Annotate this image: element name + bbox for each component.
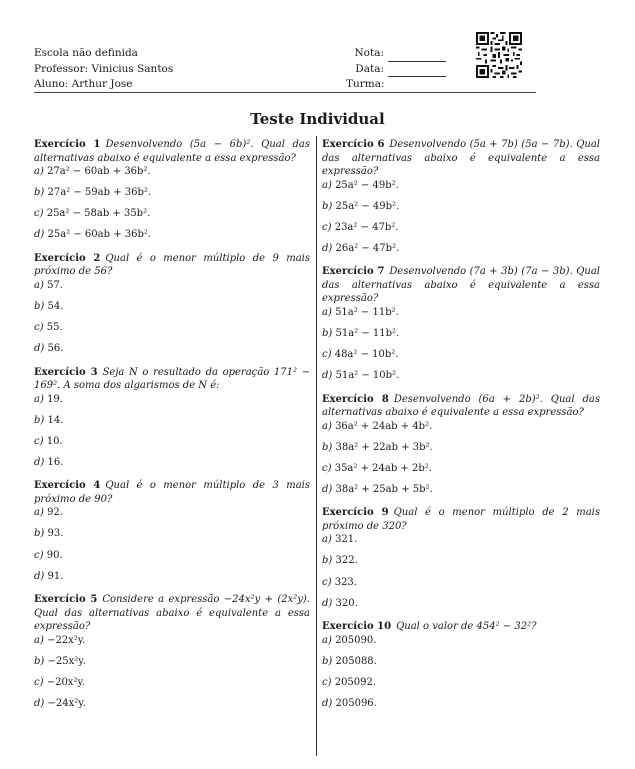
option-letter: c)	[322, 576, 332, 588]
option-value: 55.	[46, 321, 63, 333]
answer-option[interactable]	[322, 441, 600, 455]
option-value: 322.	[335, 555, 358, 567]
option-value: 38a² + 25ab + 5b².	[335, 483, 433, 495]
option-value: 320.	[335, 597, 358, 609]
option-letter: a)	[34, 634, 44, 646]
option-letter: d)	[34, 229, 45, 241]
grade-label: Nota:	[354, 47, 384, 59]
option-value: 90.	[46, 549, 63, 561]
option-value: 91.	[47, 570, 64, 582]
option-letter: d)	[34, 343, 45, 355]
exercise-question: Desenvolvendo (5a + 7b) (5a − 7b). Qual das alternativas abaixo é equivalente a essa expressão?	[322, 139, 600, 177]
answer-option[interactable]	[322, 462, 600, 476]
answer-option[interactable]	[34, 165, 310, 179]
exercise-label: Exercício 1	[34, 139, 101, 150]
option-value: −24x²y.	[47, 697, 86, 709]
option-letter: c)	[34, 321, 44, 333]
answer-option[interactable]	[34, 228, 310, 242]
answer-option[interactable]	[322, 369, 600, 383]
exercise-question: Qual é o menor múltiplo de 9 mais próximo de 56?	[34, 252, 311, 278]
option-letter: c)	[322, 676, 332, 688]
answer-option[interactable]	[322, 179, 600, 193]
option-letter: a)	[34, 507, 44, 519]
answer-option[interactable]	[34, 697, 310, 711]
option-letter: a)	[34, 166, 44, 177]
option-value: 93.	[47, 528, 64, 540]
option-value: 51a² − 11b².	[335, 306, 399, 318]
option-letter: c)	[34, 549, 44, 561]
option-value: 38a² + 22ab + 3b².	[335, 441, 433, 453]
exercise-3	[34, 366, 310, 470]
answer-option[interactable]	[322, 576, 600, 590]
option-letter: b)	[322, 655, 333, 667]
option-letter: a)	[322, 306, 332, 318]
answer-option[interactable]	[322, 676, 600, 690]
page-title: Teste Individual	[250, 110, 385, 128]
answer-option[interactable]	[322, 634, 600, 648]
answer-option[interactable]	[34, 321, 310, 335]
answer-option[interactable]	[322, 655, 600, 669]
option-value: 16.	[47, 456, 64, 468]
option-value: 54.	[47, 300, 64, 312]
exercise-question: Qual é o menor múltiplo de 3 mais próximo de 90?	[34, 480, 311, 505]
answer-option[interactable]	[34, 207, 310, 221]
exercise-statement	[322, 620, 600, 634]
date-blank[interactable]	[388, 65, 446, 77]
option-letter: a)	[34, 393, 44, 405]
exercise-label: Exercício 2	[34, 252, 101, 264]
exercise-label: Exercício 4	[34, 480, 101, 492]
answer-option[interactable]	[34, 414, 310, 428]
exercise-label: Exercício 6	[322, 139, 385, 150]
exercise-2	[34, 252, 310, 356]
exercise-4	[34, 479, 310, 583]
option-letter: b)	[322, 200, 333, 212]
option-value: 25a² − 60ab + 36b².	[47, 229, 152, 241]
answer-option[interactable]	[34, 549, 310, 563]
option-value: 27a² − 60ab + 36b².	[47, 166, 151, 177]
answer-option[interactable]	[322, 483, 600, 497]
answer-option[interactable]	[322, 221, 600, 235]
answer-option[interactable]	[322, 697, 600, 711]
answer-option[interactable]	[34, 300, 310, 314]
option-letter: d)	[322, 597, 333, 609]
option-letter: b)	[34, 187, 45, 199]
option-letter: a)	[34, 279, 44, 291]
option-value: 51a² − 11b².	[335, 327, 400, 339]
column-divider	[316, 136, 317, 756]
answer-option[interactable]	[34, 570, 310, 584]
student-name: Aluno: Arthur Jose	[34, 78, 133, 90]
option-value: −22x²y.	[47, 634, 86, 646]
answer-option[interactable]	[34, 676, 310, 690]
exercise-statement	[34, 138, 310, 165]
option-value: 56.	[47, 343, 64, 355]
exercise-question: Qual o valor de 454² − 32²?	[396, 621, 537, 633]
header-student-info	[34, 46, 173, 93]
answer-option[interactable]	[322, 306, 600, 320]
school-name: Escola não definida	[34, 47, 138, 59]
option-letter: d)	[322, 483, 333, 495]
option-value: 205096.	[335, 697, 377, 709]
option-letter: b)	[322, 441, 333, 453]
grade-blank[interactable]	[388, 50, 446, 62]
option-letter: b)	[322, 555, 333, 567]
teacher-name: Professor: Vinicius Santos	[34, 62, 174, 75]
date-label: Data:	[355, 62, 384, 75]
option-letter: c)	[34, 676, 44, 688]
option-value: 205088.	[335, 655, 377, 667]
answer-option[interactable]	[322, 420, 600, 434]
option-value: 10.	[46, 435, 63, 447]
answer-option[interactable]	[34, 506, 310, 520]
option-value: 205092.	[334, 676, 377, 688]
exercise-question: Seja N o resultado da operação 171² − 169². A soma dos algarismos de N é:	[34, 366, 310, 392]
option-value: 25a² − 58ab + 35b².	[46, 208, 151, 220]
option-letter: c)	[322, 221, 332, 233]
option-letter: c)	[34, 435, 44, 447]
option-value: 51a² − 10b².	[335, 370, 400, 382]
option-letter: c)	[34, 208, 44, 220]
exercise-6	[322, 138, 600, 255]
option-value: 36a² + 24ab + 4b².	[335, 420, 433, 432]
option-letter: a)	[322, 634, 332, 646]
date-row	[346, 62, 446, 78]
exercise-statement	[322, 138, 600, 179]
option-letter: d)	[34, 697, 45, 709]
option-letter: b)	[322, 327, 333, 339]
option-letter: c)	[322, 462, 332, 474]
option-value: 26a² − 47b².	[335, 242, 400, 254]
option-value: 14.	[47, 414, 64, 426]
exercise-statement	[34, 479, 310, 506]
option-value: 27a² − 59ab + 36b².	[47, 187, 152, 199]
option-letter: a)	[322, 179, 332, 191]
exercise-label: Exercício 10	[322, 621, 392, 633]
exercise-statement	[322, 265, 600, 306]
option-value: 25a² − 49b².	[335, 200, 400, 212]
option-value: 205090.	[335, 634, 377, 646]
option-letter: d)	[34, 570, 45, 582]
exercise-label: Exercício 9	[322, 507, 389, 519]
answer-option[interactable]	[34, 527, 310, 541]
exercise-question: Desenvolvendo (5a − 6b)². Qual das alternativas abaixo é equivalente a essa expressão?	[34, 139, 310, 164]
option-value: −25x²y.	[47, 655, 86, 667]
option-letter: b)	[34, 655, 45, 667]
option-letter: b)	[34, 414, 45, 426]
answer-option[interactable]	[322, 200, 600, 214]
exercise-5	[34, 593, 310, 710]
exercise-10	[322, 620, 600, 710]
exercise-8	[322, 393, 600, 497]
option-letter: a)	[322, 534, 332, 546]
answer-option[interactable]	[34, 279, 310, 293]
exercise-label: Exercício 5	[34, 594, 98, 606]
class-row	[346, 77, 446, 93]
grade-row	[346, 46, 446, 62]
exercise-label: Exercício 7	[322, 266, 385, 278]
answer-option[interactable]	[322, 348, 600, 362]
option-value: 92.	[47, 507, 63, 519]
exercise-question: Considere a expressão −24x²y + (2x²y). Qual das alternativas abaixo é equivalente a essa expressão?	[34, 594, 310, 633]
answer-option[interactable]	[34, 456, 310, 470]
exercise-question: Desenvolvendo (7a + 3b) (7a − 3b). Qual das alternativas abaixo é equivalente a essa expressão?	[322, 266, 600, 305]
option-value: 323.	[334, 576, 357, 588]
option-letter: d)	[34, 456, 45, 468]
answer-option[interactable]	[322, 242, 600, 256]
answer-option[interactable]	[322, 597, 600, 611]
class-label: Turma:	[346, 78, 385, 90]
option-value: 19.	[47, 393, 63, 405]
option-letter: d)	[322, 697, 333, 709]
exercise-label: Exercício 3	[34, 366, 98, 378]
option-letter: a)	[322, 420, 332, 432]
answer-option[interactable]	[34, 655, 310, 669]
exercise-statement	[34, 252, 310, 279]
answer-option[interactable]	[322, 327, 600, 341]
answer-option[interactable]	[34, 186, 310, 200]
option-letter: d)	[322, 370, 333, 382]
exercise-statement	[34, 366, 310, 393]
exercise-statement	[34, 593, 310, 634]
header-divider	[34, 92, 536, 93]
header-fields	[346, 46, 446, 93]
left-column	[34, 138, 310, 720]
exercise-question: Qual é o menor múltiplo de 2 mais próximo de 320?	[322, 507, 601, 532]
answer-option[interactable]	[322, 533, 600, 547]
option-value: −20x²y.	[46, 676, 85, 688]
option-value: 321.	[335, 534, 358, 546]
option-value: 48a² − 10b².	[334, 348, 399, 360]
exercise-1	[34, 138, 310, 242]
option-letter: d)	[322, 242, 333, 254]
option-value: 25a² − 49b².	[335, 179, 399, 191]
option-value: 57.	[47, 279, 63, 291]
option-letter: c)	[322, 348, 332, 360]
exercise-9	[322, 506, 600, 610]
answer-option[interactable]	[34, 393, 310, 407]
option-letter: b)	[34, 300, 45, 312]
answer-option[interactable]	[34, 342, 310, 356]
exercise-statement	[322, 506, 600, 533]
option-value: 35a² + 24ab + 2b².	[334, 462, 432, 474]
option-value: 23a² − 47b².	[334, 221, 399, 233]
answer-option[interactable]	[34, 634, 310, 648]
answer-option[interactable]	[322, 554, 600, 568]
exercise-7	[322, 265, 600, 382]
answer-option[interactable]	[34, 435, 310, 449]
exercise-label: Exercício 8	[322, 393, 389, 405]
exercise-question: Desenvolvendo (6a + 2b)². Qual das alternativas abaixo é equivalente a essa expressão?	[322, 393, 600, 419]
option-letter: b)	[34, 528, 45, 540]
qr-code-icon	[476, 32, 522, 78]
exercise-statement	[322, 393, 600, 420]
right-column	[322, 138, 600, 720]
